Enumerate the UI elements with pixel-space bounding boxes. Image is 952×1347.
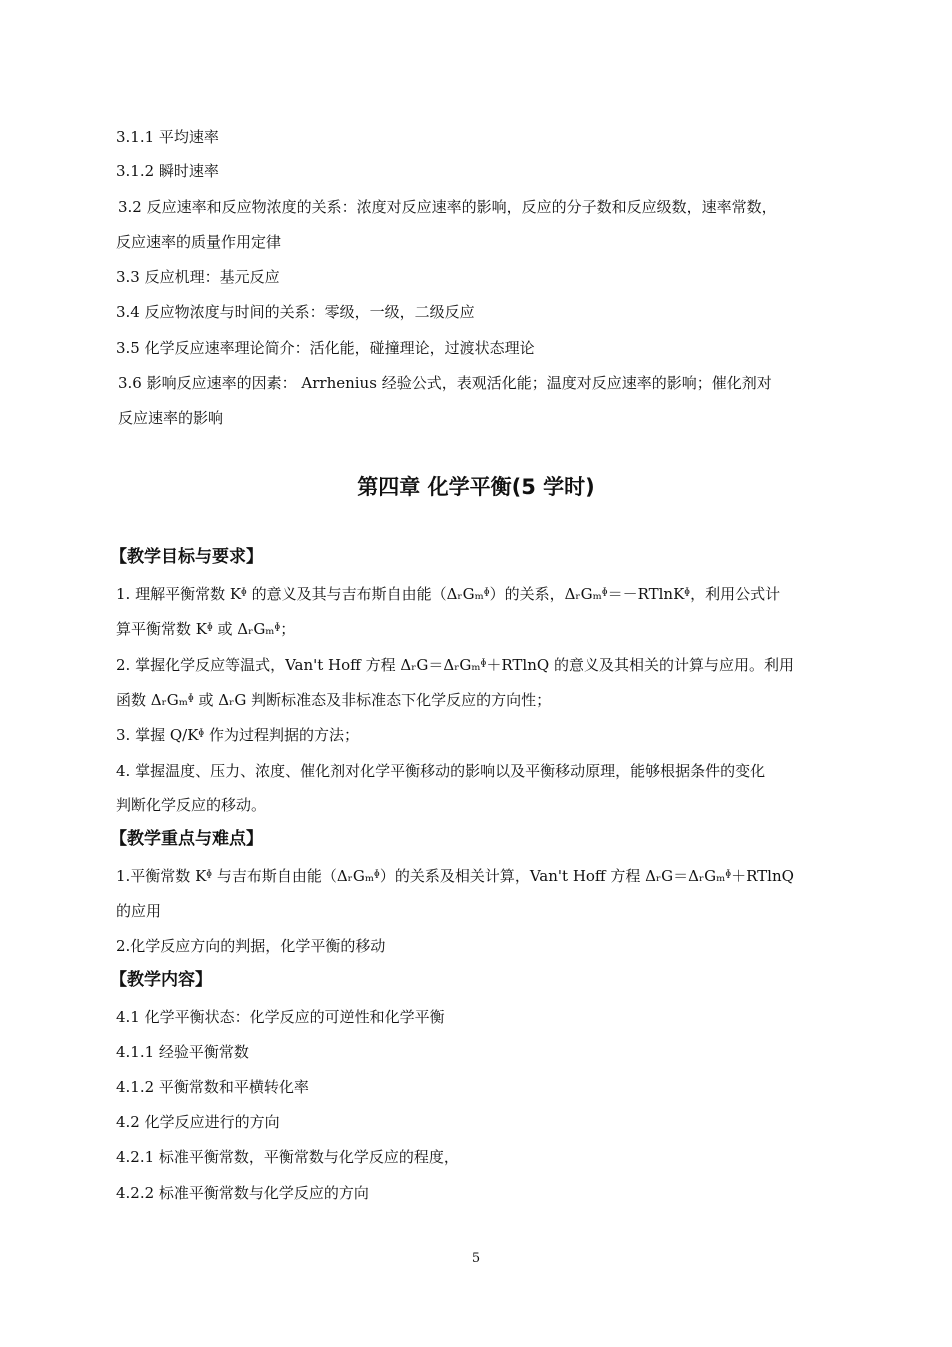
objective-2-cont: 函数 ΔᵣGₘᶲ 或 ΔᵣG 判断标准态及非标准态下化学反应的方向性； [116,691,552,709]
keypoints-heading: 【教学重点与难点】 [110,829,263,849]
content-4-1-2: 4.1.2 平衡常数和平横转化率 [116,1078,309,1096]
content-4-2: 4.2 化学反应进行的方向 [116,1113,280,1131]
text-line-3-4: 3.4 反应物浓度与时间的关系：零级，一级，二级反应 [116,303,475,321]
objective-4: 4. 掌握温度、压力、浓度、催化剂对化学平衡移动的影响以及平衡移动原理，能够根据条件的变化 [116,762,766,780]
content-4-1: 4.1 化学平衡状态：化学反应的可逆性和化学平衡 [116,1008,445,1026]
chapter-title: 第四章 化学平衡(5 学时) [357,475,595,499]
text-line-3-2-cont: 反应速率的质量作用定律 [116,233,282,251]
objective-3: 3. 掌握 Q/Kᶲ 作为过程判据的方法； [116,726,359,744]
objective-1: 1. 理解平衡常数 Kᶲ 的意义及其与吉布斯自由能（ΔᵣGₘᶲ）的关系，ΔᵣGₘᶲ＝－RTlnKᶲ，利用公式计 [116,585,781,603]
text-line-3-3: 3.3 反应机理：基元反应 [116,268,280,286]
content-4-2-1: 4.2.1 标准平衡常数，平衡常数与化学反应的程度， [116,1148,459,1166]
text-line-3-1-1: 3.1.1 平均速率 [116,128,219,146]
text-line-3-2: 3.2 反应速率和反应物浓度的关系：浓度对反应速率的影响，反应的分子数和反应级数，速率常数， [118,198,777,216]
objective-4-cont: 判断化学反应的移动。 [116,796,267,814]
content-4-1-1: 4.1.1 经验平衡常数 [116,1043,249,1061]
text-line-3-1-2: 3.1.2 瞬时速率 [116,162,219,180]
text-line-3-6: 3.6 影响反应速率的因素： Arrhenius 经验公式，表观活化能；温度对反应速率的影响；催化剂对 [118,374,772,392]
keypoint-1-cont: 的应用 [116,902,162,920]
keypoint-1: 1.平衡常数 Kᶲ 与吉布斯自由能（ΔᵣGₘᶲ）的关系及相关计算，Van't Hoff 方程 ΔᵣG＝ΔᵣGₘᶲ＋RTlnQ [116,867,794,885]
objectives-heading: 【教学目标与要求】 [110,547,263,567]
keypoint-2: 2.化学反应方向的判据，化学平衡的移动 [116,937,386,955]
contents-heading: 【教学内容】 [110,970,212,990]
text-line-3-5: 3.5 化学反应速率理论简介：活化能，碰撞理论，过渡状态理论 [116,339,535,357]
content-4-2-2: 4.2.2 标准平衡常数与化学反应的方向 [116,1184,369,1202]
page-number: 5 [471,1251,481,1266]
objective-2: 2. 掌握化学反应等温式，Van't Hoff 方程 ΔᵣG＝ΔᵣGₘᶲ＋RTlnQ 的意义及其相关的计算与应用。利用 [116,656,794,674]
objective-1-cont: 算平衡常数 Kᶲ 或 ΔᵣGₘᶲ； [116,620,296,638]
text-line-3-6-cont: 反应速率的影响 [118,409,224,427]
